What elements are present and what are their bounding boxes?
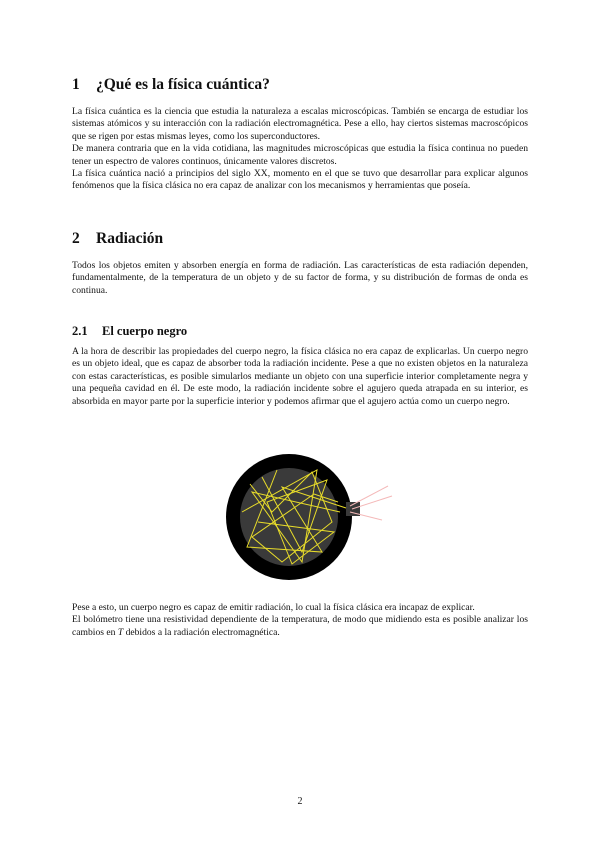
section-number: 1 <box>72 76 80 93</box>
paragraph: Todos los objetos emiten y absorben energía en forma de radiación. Las características de esta radiación dependen, fundamentalmente, de la temperatura de un objeto y de su factor de forma, y su distribución de formas de onda es continua. <box>72 260 528 296</box>
variable-t: T <box>117 626 124 638</box>
post-figure-body <box>72 602 528 639</box>
section-number: 2 <box>72 230 80 247</box>
section-heading <box>72 230 163 248</box>
black-body-figure <box>222 452 402 582</box>
subsection-heading <box>72 324 187 339</box>
text-run: debidos a la radiación electromagnética. <box>123 626 280 638</box>
page-number: 2 <box>297 796 303 807</box>
paragraph: De manera contraria que en la vida cotidiana, las magnitudes microscópicas que estudia la física continua no pueden tener un espectro de valores continuos, únicamente valores discretos. <box>72 143 528 167</box>
paragraph: A la hora de describir las propiedades del cuerpo negro, la física clásica no era capaz de explicarlas. Un cuerpo negro es un objeto ideal, que es capaz de absorber toda la radiación incidente. Pese a que no existen objetos en la naturaleza con estas características, es posible simularlos mediante un objeto con una superficie interior completamente negra y una pequeña cavidad en él. De este modo, la radiación incidente sobre el agujero queda atrapada en su interior, es absorbida en mayor parte por la superficie interior y podemos afirmar que el agujero actúa como un cuerpo negro. <box>72 346 528 407</box>
subsection-number: 2.1 <box>72 324 88 338</box>
section-heading <box>72 76 270 94</box>
section-title: Radiación <box>96 230 164 247</box>
subsection-title: El cuerpo negro <box>102 324 188 338</box>
paragraph: La física cuántica nació a principios del siglo XX, momento en el que se tuvo que desarrollar para explicar algunos fenómenos que la física clásica no era capaz de analizar con los mecanismos y herramientas que poseía. <box>72 168 528 192</box>
paragraph <box>72 614 528 639</box>
subsection-body <box>72 346 528 408</box>
paragraph: Pese a esto, un cuerpo negro es capaz de emitir radiación, lo cual la física clásica era incapaz de explicar. <box>72 602 475 613</box>
section-body <box>72 260 528 297</box>
cavity-interior <box>240 468 338 566</box>
section-title: ¿Qué es la física cuántica? <box>96 76 270 93</box>
section-body <box>72 106 528 193</box>
paragraph: La física cuántica es la ciencia que estudia la naturaleza a escalas microscópicas. También se encarga de estudiar los sistemas atómicos y su interacción con la radiación electromagnética. Pese a ello, hay ciertos sistemas macroscópicos que se rigen por estas mismas leyes, como los superconductores. <box>72 106 528 142</box>
text-run: El bolómetro tiene una resistividad dependiente de la temperatura, de modo que midiendo esta es posible analizar los cambios en <box>72 614 528 638</box>
